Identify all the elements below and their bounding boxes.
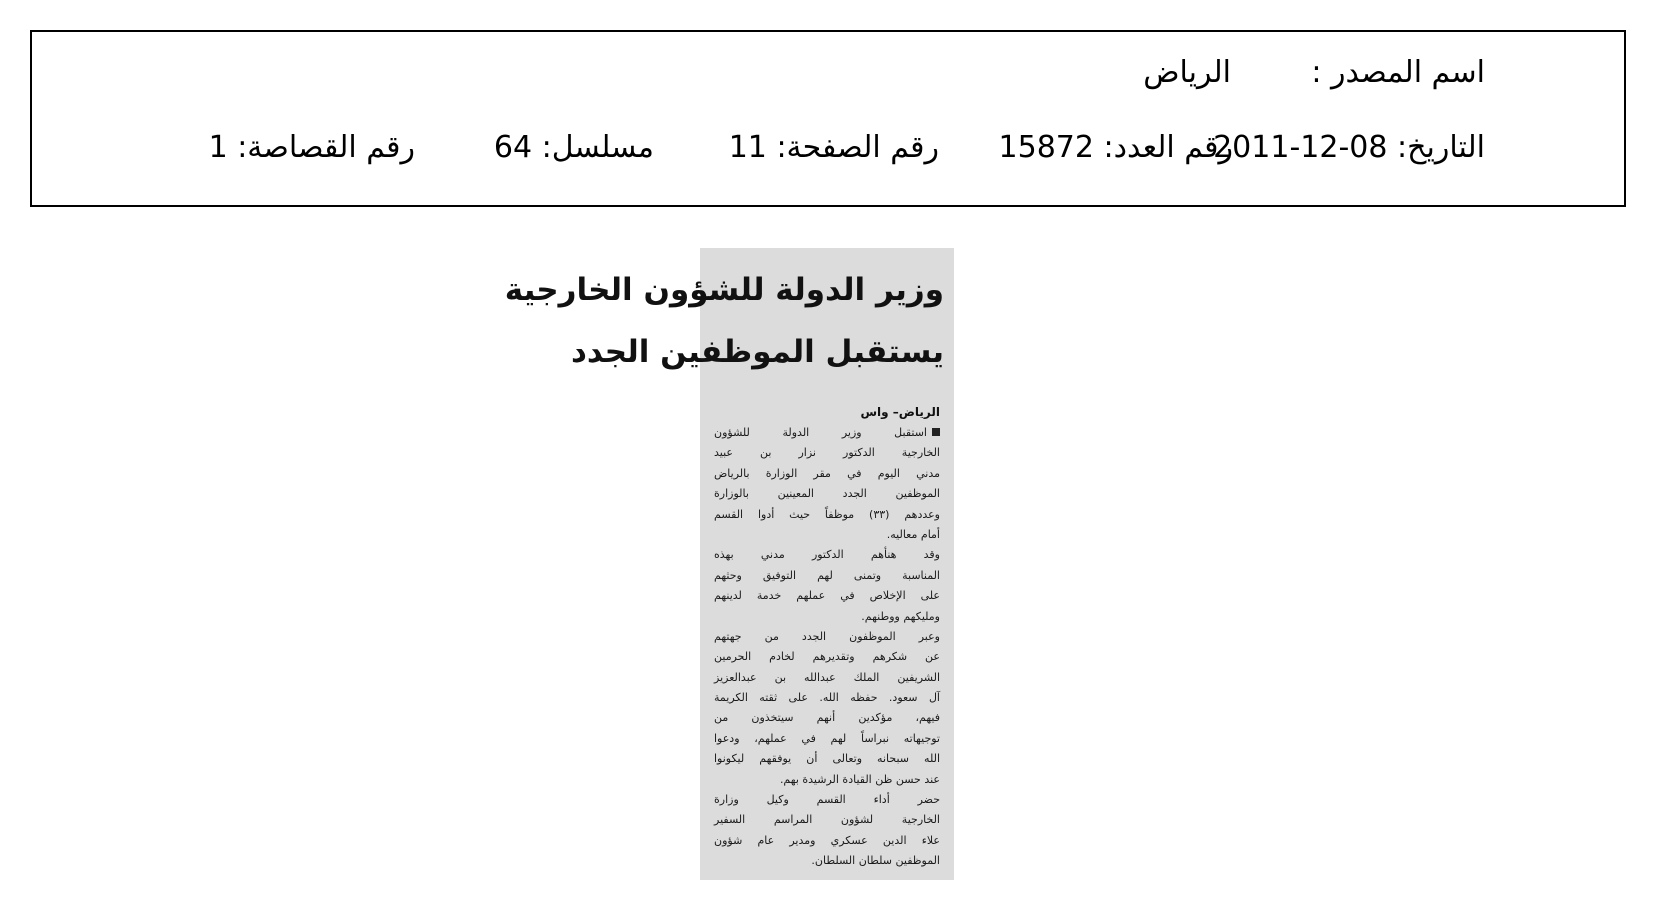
serial-number-field: مسلسل: 64 (493, 130, 654, 165)
clip-number-field: رقم القصاصة: 1 (208, 130, 415, 165)
article-line: وعددهم (٣٣) موظفاً حيث أدوا القسم (714, 507, 940, 521)
article-line: الخارجية لشؤون المراسم السفير (714, 813, 940, 827)
article-line: الشريفين الملك عبدالله بن عبدالعزيز (714, 670, 940, 684)
article-line: على الإخلاص في عملهم خدمة لدينهم (714, 589, 940, 603)
article-line: عن شكرهم وتقديرهم لخادم الحرمين (714, 650, 940, 664)
article-line: أمام معاليه. (886, 527, 940, 541)
headline-line-1: وزير الدولة للشؤون الخارجية (504, 272, 944, 308)
source-label: اسم المصدر : (1311, 55, 1485, 90)
article-line: علاء الدين عسكري ومدير عام شؤون (714, 833, 940, 847)
article-line: الخارجية الدكتور نزار بن عبيد (714, 446, 940, 460)
dateline: الرياض– واس (860, 405, 940, 419)
article-line: ومليكهم ووطنهم. (861, 609, 940, 623)
article-line: مدني اليوم في مقر الوزارة بالرياض (714, 466, 940, 480)
date-field: التاريخ: 08-12-2011 (1213, 130, 1485, 165)
article-line: الله سبحانه وتعالى أن يوفقهم ليكونوا (714, 752, 940, 766)
article-line: عند حسن ظن القيادة الرشيدة بهم. (779, 772, 940, 786)
article-line: آل سعود. حفظه الله. على ثقته الكريمة (714, 691, 940, 705)
bullet-square-icon (932, 428, 940, 436)
article-line: حضر أداء القسم وكيل وزارة (714, 793, 940, 807)
article-line: وعبر الموظفون الجدد من جهتهم (714, 629, 940, 643)
headline-line-2: يستقبل الموظفين الجدد (570, 334, 944, 370)
article-line: الموظفين الجدد المعينين بالوزارة (714, 487, 940, 501)
article-line: الموظفين سلطان السلطان. (811, 854, 940, 868)
article-line: استقبل وزير الدولة للشؤون (714, 423, 940, 443)
article-line: فيهم، مؤكدين أنهم سيتخذون من (714, 711, 940, 725)
page-number-field: رقم الصفحة: 11 (728, 130, 939, 165)
article-line: وقد هنأهم الدكتور مدني بهذه (714, 548, 940, 562)
source-value: الرياض (1143, 55, 1231, 90)
newspaper-clipping (504, 248, 954, 880)
issue-number-field: رقم العدد: 15872 (998, 130, 1233, 165)
article-line: المناسبة وتمنى لهم التوفيق وحثهم (714, 568, 940, 582)
article-body (714, 423, 940, 872)
article-line: توجيهاته نبراساً لهم في عملهم، ودعوا (714, 731, 940, 745)
